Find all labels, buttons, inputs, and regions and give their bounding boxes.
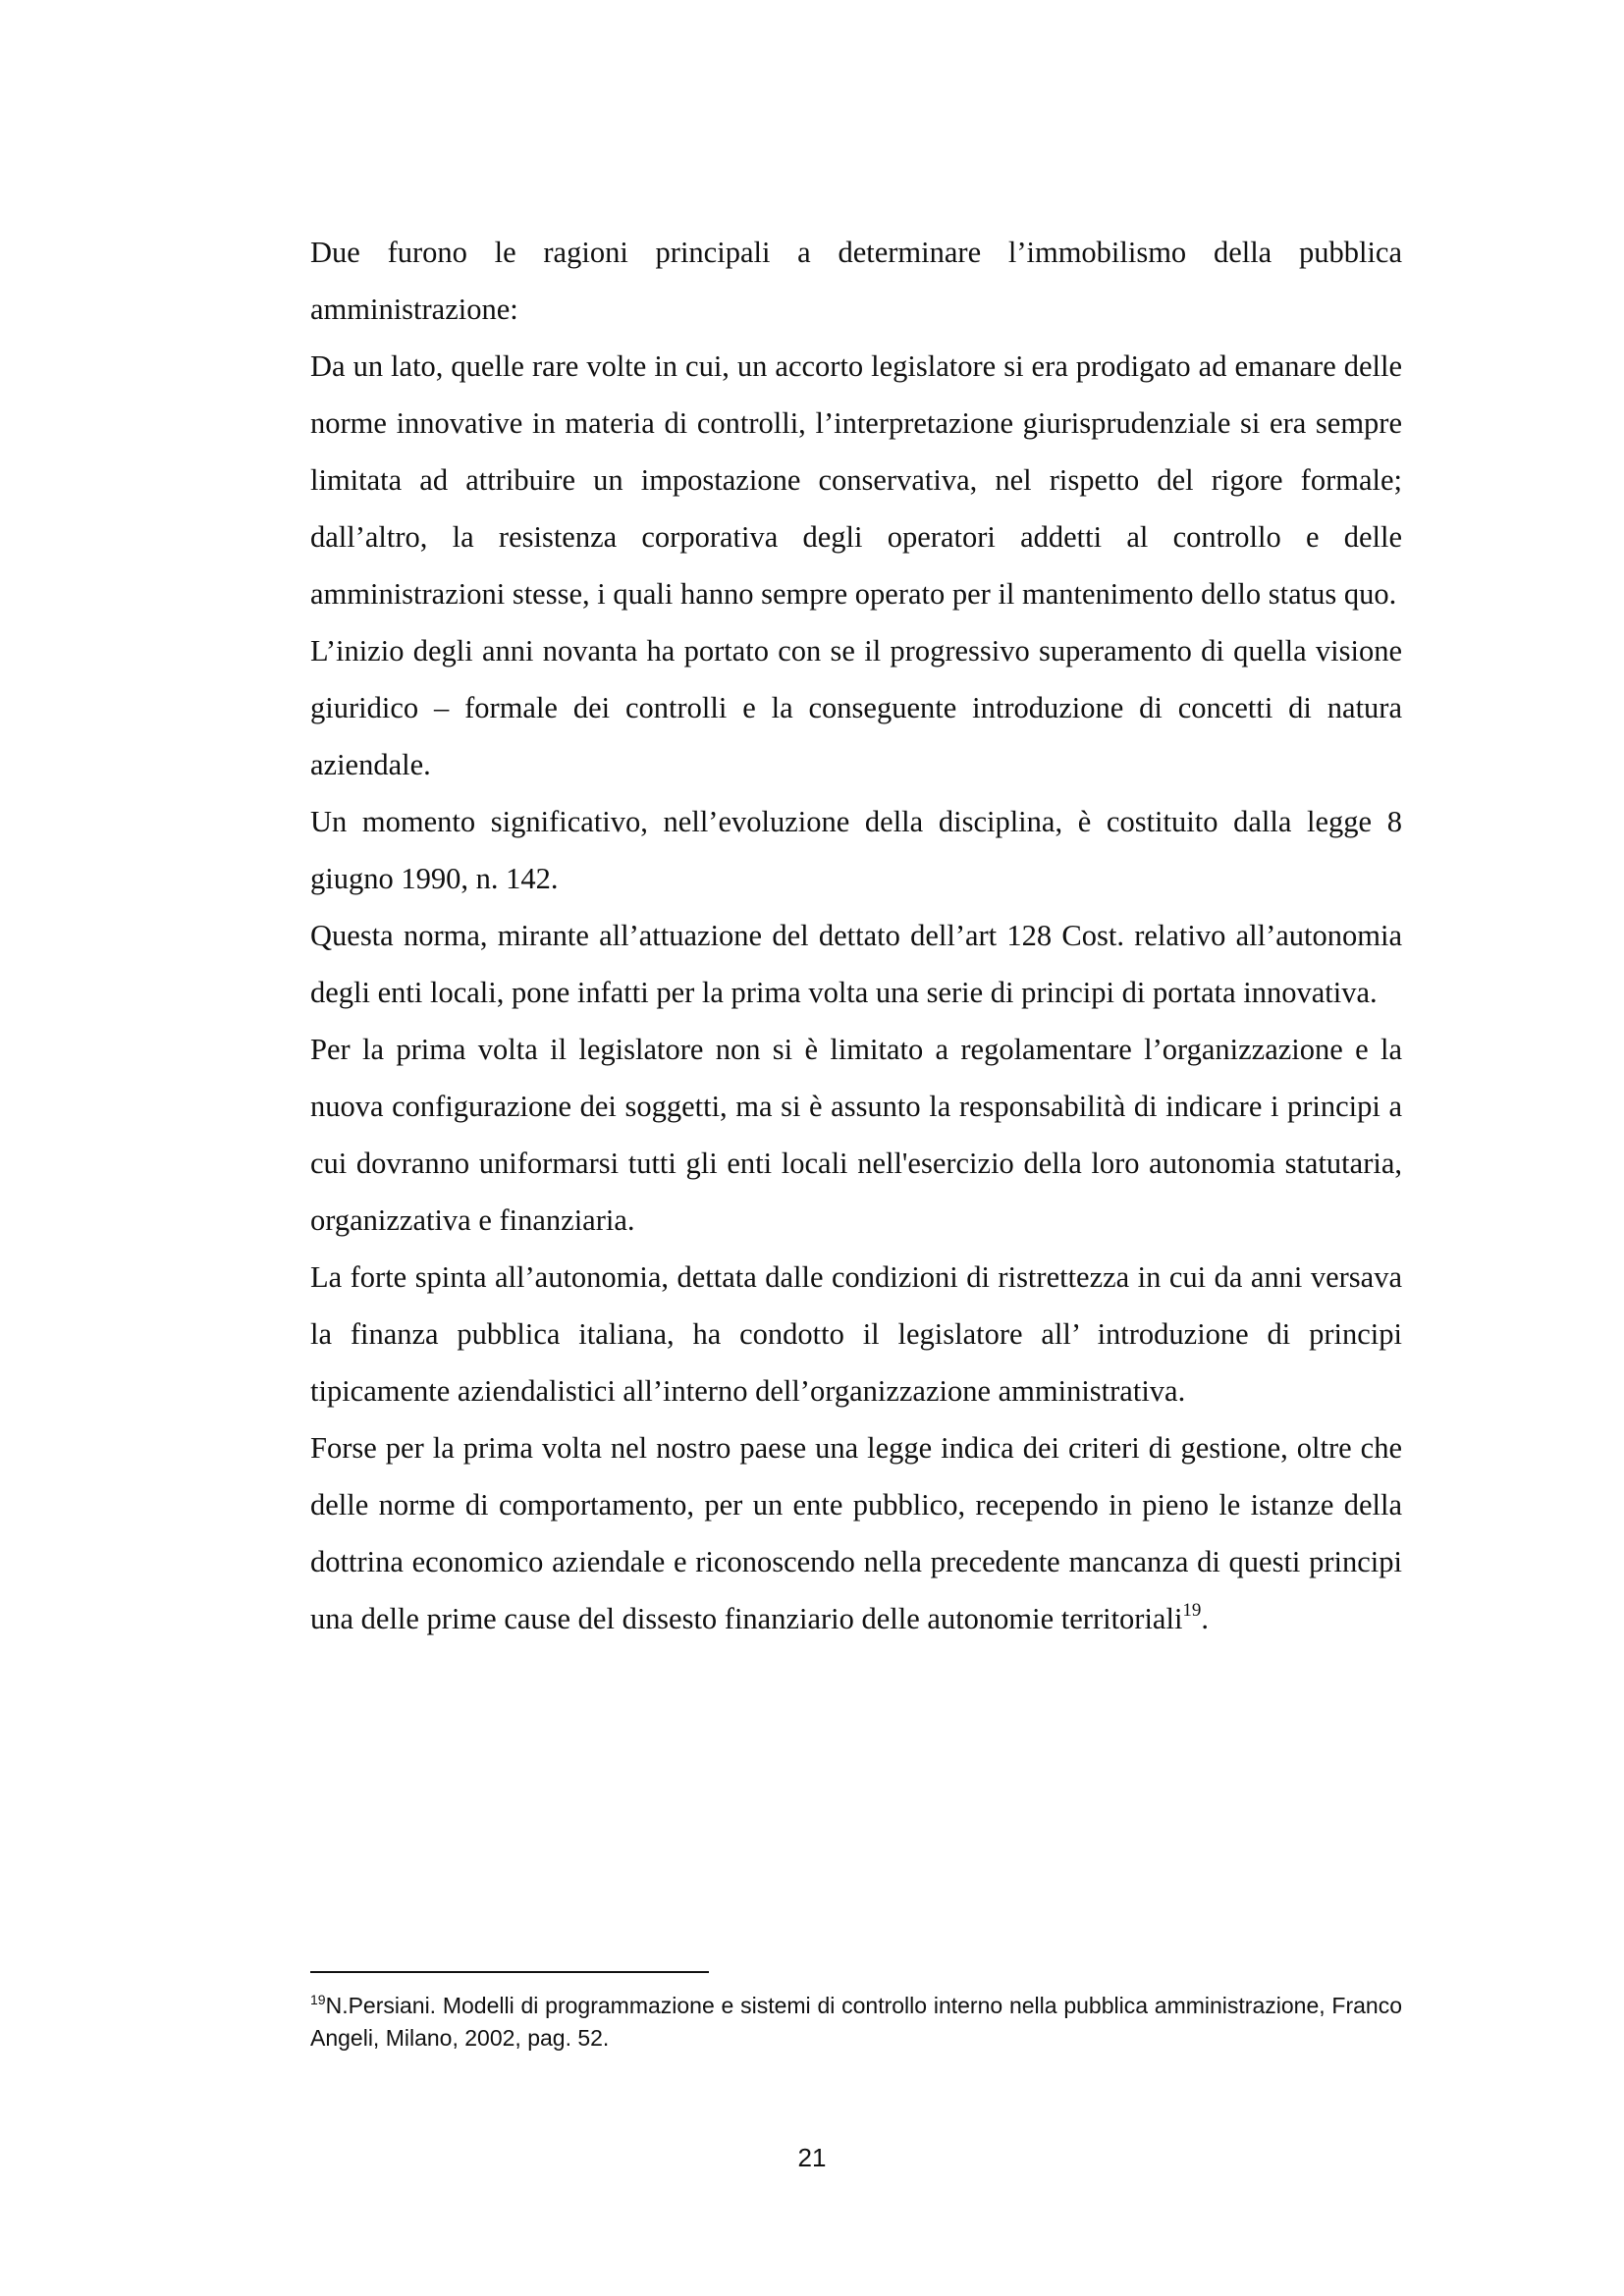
paragraph: Due furono le ragioni principali a determinare l’immobilismo della pubblica amministrazione: (310, 236, 1402, 326)
body-text (310, 224, 1402, 1647)
paragraph: L’inizio degli anni novanta ha portato con se il progressivo superamento di quella visione giuridico – formale dei controlli e la conseguente introduzione di concetti di natura aziendale. (310, 634, 1402, 781)
paragraph-last-text: Forse per la prima volta nel nostro paese una legge indica dei criteri di gestione, oltre che delle norme di comportamento, per un ente pubblico, recependo in pieno le istanze della dottrina economico aziendale e riconoscendo nella precedente mancanza di questi principi una delle prime cause del dissesto finanziario delle autonomie territoriali (310, 1431, 1402, 1635)
paragraph: Per la prima volta il legislatore non si è limitato a regolamentare l’organizzazione e la nuova configurazione dei soggetti, ma si è assunto la responsabilità di indicare i principi a cui dovranno uniformarsi tutti gli enti locali nell'esercizio della loro autonomia statutaria, organizzativa e finanziaria. (310, 1033, 1402, 1237)
footnote-text: N.Persiani. Modelli di programmazione e sistemi di controllo interno nella pubblica amministrazione, Franco Angeli, Milano, 2002, pag. 52. (310, 1993, 1402, 2051)
footnote-separator (310, 1971, 709, 1973)
final-period: . (1201, 1602, 1210, 1635)
paragraph: Un momento significativo, nell’evoluzione della disciplina, è costituito dalla legge 8 giugno 1990, n. 142. (310, 805, 1402, 895)
paragraph-last (310, 1419, 1402, 1647)
page-number: 21 (797, 2143, 827, 2172)
paragraph: Questa norma, mirante all’attuazione del dettato dell’art 128 Cost. relativo all’autonomia degli enti locali, pone infatti per la prima volta una serie di principi di portata innovativa. (310, 919, 1402, 1009)
paragraph: La forte spinta all’autonomia, dettata dalle condizioni di ristrettezza in cui da anni versava la finanza pubblica italiana, ha condotto il legislatore all’ introduzione di principi tipicamente aziendalistici all’interno dell’organizzazione amministrativa. (310, 1260, 1402, 1408)
footnote-reference: 19 (1182, 1600, 1202, 1621)
footnote-marker: 19 (310, 1992, 326, 2007)
paragraph: Da un lato, quelle rare volte in cui, un accorto legislatore si era prodigato ad emanare delle norme innovative in materia di controlli, l’interpretazione giurisprudenziale si era sempre limitata ad attribuire un impostazione conservativa, nel rispetto del rigore formale; dall’altro, la resistenza corporativa degli operatori addetti al controllo e delle amministrazioni stesse, i quali hanno sempre operato per il mantenimento dello status quo. (310, 349, 1402, 611)
footnote (310, 1990, 1402, 2055)
